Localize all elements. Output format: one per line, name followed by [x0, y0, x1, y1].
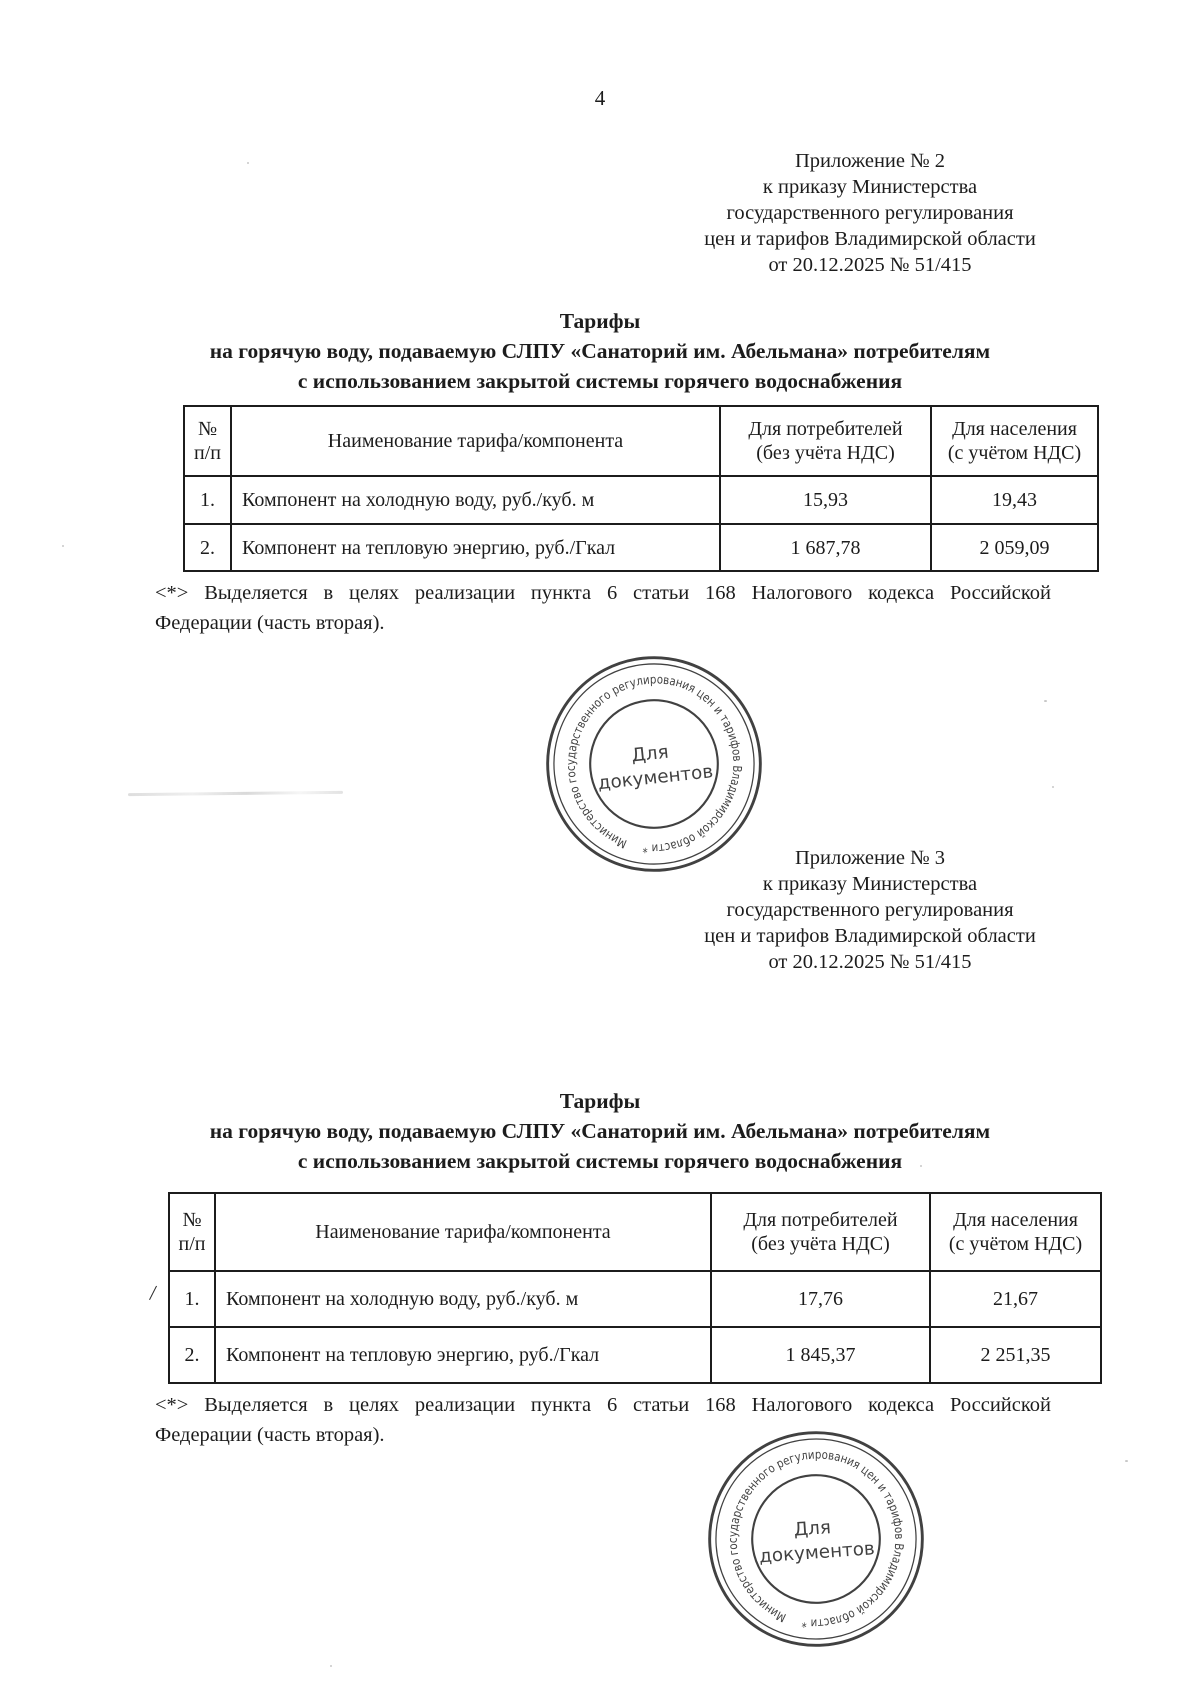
appendix-2-block [678, 148, 1062, 278]
header-num: № п/п [169, 1193, 215, 1271]
appendix-line: Приложение № 3 [794, 847, 946, 869]
row-num: 1. [169, 1271, 215, 1327]
title-line: на горячую воду, подаваемую СЛПУ «Санаторий им. Абельмана» потребителям [209, 339, 991, 363]
header-name: Наименование тарифа/компонента [215, 1193, 711, 1271]
scan-noise-speck [920, 1165, 922, 1167]
scan-noise-speck [330, 1665, 332, 1667]
row-consumers-value: 17,76 [711, 1271, 930, 1327]
appendix-line: от 20.12.2025 № 51/415 [768, 254, 972, 276]
scan-noise-speck [1044, 700, 1047, 702]
title-line: на горячую воду, подаваемую СЛПУ «Санаторий им. Абельмана» потребителям [209, 1119, 991, 1143]
stamp-center-text: Для документов [596, 741, 715, 795]
row-num: 2. [184, 524, 231, 571]
title-line: Тарифы [559, 1089, 641, 1113]
appendix-3-block [678, 845, 1062, 975]
row-population-value: 2 251,35 [930, 1327, 1101, 1383]
row-consumers-value: 15,93 [720, 476, 931, 524]
row-consumers-value: 1 845,37 [711, 1327, 930, 1383]
page-number: 4 [594, 86, 606, 110]
document-title-1 [85, 306, 1115, 396]
tariff-table-1 [183, 405, 1099, 572]
header-num: № п/п [184, 406, 231, 476]
appendix-line: от 20.12.2025 № 51/415 [768, 951, 972, 973]
row-consumers-value: 1 687,78 [720, 524, 931, 571]
stamp-graphic [692, 1415, 940, 1663]
scan-noise-speck [1052, 786, 1054, 788]
row-name: Компонент на холодную воду, руб./куб. м [231, 476, 720, 524]
scan-noise-slash: / [148, 1279, 158, 1306]
appendix-line: государственного регулирования [726, 899, 1014, 921]
appendix-line: цен и тарифов Владимирской области [704, 228, 1036, 250]
appendix-line: к приказу Министерства [762, 873, 978, 895]
title-line: с использованием закрытой системы горячего водоснабжения [297, 369, 903, 393]
appendix-line: цен и тарифов Владимирской области [704, 925, 1036, 947]
scan-noise-speck [1125, 1460, 1128, 1462]
row-population-value: 21,67 [930, 1271, 1101, 1327]
title-line: Тарифы [559, 309, 641, 333]
appendix-line: государственного регулирования [726, 202, 1014, 224]
row-name: Компонент на тепловую энергию, руб./Гкал [231, 524, 720, 571]
footnote-1 [155, 578, 1051, 638]
footnote-line: <*> Выделяется в целях реализации пункта 6 статьи 168 Налогового кодекса Российской [155, 1394, 1051, 1416]
header-population: Для населения (с учётом НДС) [930, 1193, 1101, 1271]
table-row [184, 476, 1098, 524]
table-header-row [169, 1193, 1101, 1271]
footnote-line: Федерации (часть вторая). [155, 612, 385, 634]
stamp-ring-text: Министерство государственного регулирования цен и тарифов Владимирской области * [725, 1447, 907, 1631]
row-name: Компонент на тепловую энергию, руб./Гкал [215, 1327, 711, 1383]
row-num: 2. [169, 1327, 215, 1383]
header-name: Наименование тарифа/компонента [231, 406, 720, 476]
official-stamp-2 [692, 1415, 940, 1663]
row-name: Компонент на холодную воду, руб./куб. м [215, 1271, 711, 1327]
footnote-line: <*> Выделяется в целях реализации пункта 6 статьи 168 Налогового кодекса Российской [155, 582, 1051, 604]
stamp-center-text: Для документов [758, 1517, 876, 1568]
row-population-value: 19,43 [931, 476, 1098, 524]
table-row [169, 1271, 1101, 1327]
row-num: 1. [184, 476, 231, 524]
scan-noise-speck [62, 545, 64, 547]
stamp-ring-text: Министерство государственного регулирования цен и тарифов Владимирской области * [563, 672, 745, 856]
document-title-2 [85, 1086, 1115, 1176]
footnote-line: Федерации (часть вторая). [155, 1424, 385, 1446]
table-header-row [184, 406, 1098, 476]
table-row [184, 524, 1098, 571]
header-population: Для населения (с учётом НДС) [931, 406, 1098, 476]
title-line: с использованием закрытой системы горячего водоснабжения [297, 1149, 903, 1173]
appendix-line: к приказу Министерства [762, 176, 978, 198]
appendix-line: Приложение № 2 [794, 150, 946, 172]
scan-noise-smudge [128, 791, 343, 796]
header-consumers: Для потребителей (без учёта НДС) [711, 1193, 930, 1271]
scan-noise-speck [247, 162, 249, 164]
row-population-value: 2 059,09 [931, 524, 1098, 571]
table-row [169, 1327, 1101, 1383]
header-consumers: Для потребителей (без учёта НДС) [720, 406, 931, 476]
tariff-table-2 [168, 1192, 1102, 1384]
